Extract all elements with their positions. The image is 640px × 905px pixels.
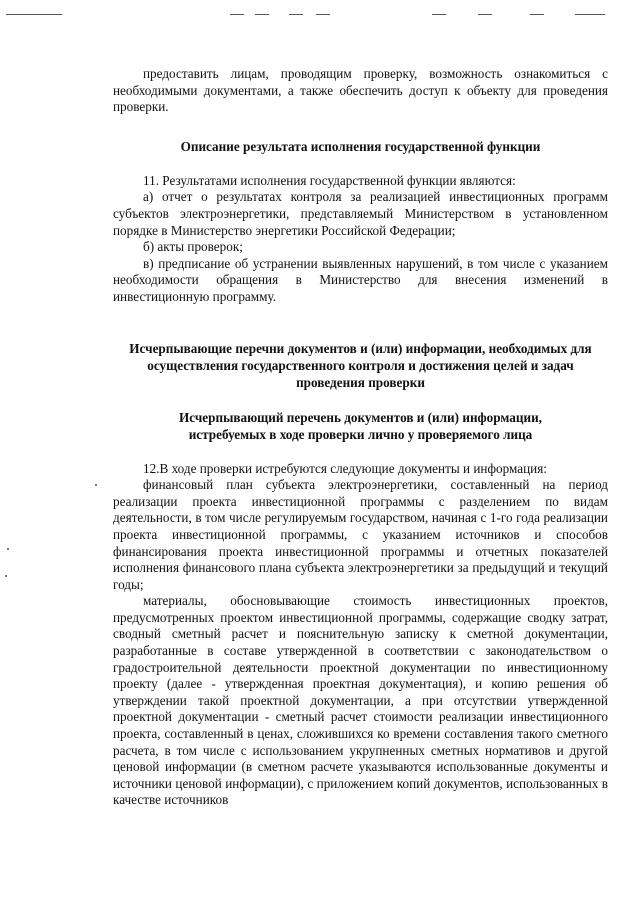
item-12-materials: материалы, обосновывающие стоимость инвестиционных проектов, предусмотренных проектом инвестиционной программы, содержащие сводку затрат, сводный сметный расчет и пояснительную записку к сметной документации, разработанные в составе утвержденной в соответствии с законодательством о градостроительной деятельности проектной документации по инвестиционному проекту (далее - утвержденная проектная документация), и копию решения об утверждении такой проектной документации, а при отсутствии утвержденной проектной документации - сметный расчет стоимости реализации инвестиционного проекта, составленный в ценах, сложившихся ко времени составления такого сметного расчета, в том числе с использованием укрупненных сметных нормативов и другой ценовой информации (в сметном расчете указываются использованные документы и источники ценовой информации), с приложением копий документов, использованных в качестве источников [113,593,608,808]
scan-speck [95,484,97,486]
document-page [113,66,608,809]
item-12-intro: 12.В ходе проверки истребуются следующие документы и информация: [143,460,547,476]
item-12-financial-plan: финансовый план субъекта электроэнергетики, составленный на период реализации проекта инвестиционной программы с разделением по видам деятельности, в том числе регулируемым государством, начиная с 1-го года реализации проекта инвестиционной программы, с указанием источников и способов финансирования проекта инвестиционной программы и отчетных показателей исполнения финансового плана субъекта электроэнергетики за предыдущий и текущий годы; [113,477,608,592]
heading-result: Описание результата исполнения государственной функции [180,138,541,154]
item-11-c: в) предписание об устранении выявленных нарушений, в том числе с указанием необходимости обращения в Министерство для внесения изменений в инвестиционную программу. [113,255,608,304]
scan-speck [5,575,7,577]
heading-exhaustive-lists: Исчерпывающие перечни документов и (или) информации, необходимых для осуществления государственного контроля и достижения целей и задач проведения проверки [129,340,592,390]
scan-artifact-lines [0,0,640,30]
scan-speck [7,548,9,550]
paragraph-continuation: предоставить лицам, проводящим проверку, возможность ознакомиться с необходимыми документами, а также обеспечить доступ к объекту для проведения проверки. [113,66,608,115]
item-11-b: б) акты проверок; [143,239,243,255]
heading-exhaustive-requested: Исчерпывающий перечень документов и (или) информации, истребуемых в ходе проверки лично у проверяемого лица [179,409,542,442]
item-11-a: а) отчет о результатах контроля за реализацией инвестиционных программ субъектов электроэнергетики, представляемый Министерством в установленном порядке в Министерство энергетики Российской Федерации; [113,189,608,238]
item-11-intro: 11. Результатами исполнения государственной функции являются: [143,172,516,188]
